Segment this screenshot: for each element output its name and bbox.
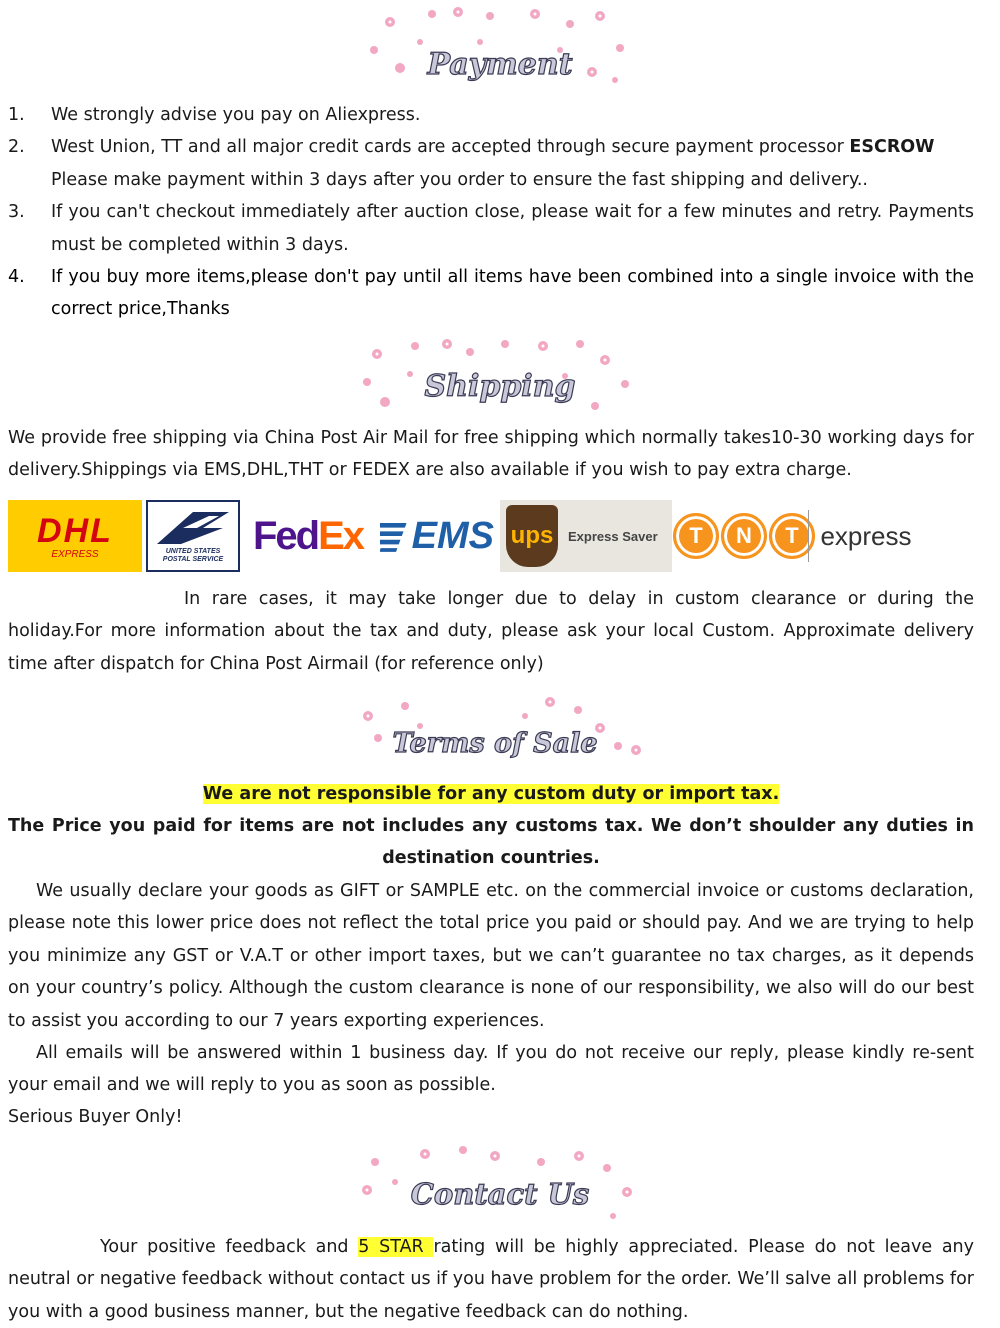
shipping-banner-title: Shipping xyxy=(424,369,576,404)
ems-stripes-icon xyxy=(380,518,412,554)
usps-logo xyxy=(146,500,240,572)
payment-item-number: 1. xyxy=(8,105,25,125)
payment-banner xyxy=(0,2,1000,92)
fedex-logo-ex: Ex xyxy=(318,513,364,558)
shipping-banner-art xyxy=(355,332,645,422)
serious-buyer-note: Serious Buyer Only! xyxy=(8,1107,183,1127)
payment-item xyxy=(8,131,974,196)
payment-item-number: 4. xyxy=(8,267,25,288)
email-paragraph: All emails will be answered within 1 business day. If you do not receive our reply, please kindly re-sent your email and we will reply to you as soon as possible. xyxy=(8,1043,974,1096)
payment-section xyxy=(8,99,974,326)
shipping-intro: We provide free shipping via China Post Air Mail for free shipping which normally takes10-30 working days for delivery.Shippings via EMS,DHL,THT or FEDEX are also available if you wish to pay extra charge. xyxy=(8,428,974,481)
contact-banner-art xyxy=(355,1140,645,1230)
contact-text-pre: Your positive feedback and xyxy=(100,1237,359,1257)
payment-item xyxy=(8,196,974,261)
customs-tax-notice: The Price you paid for items are not includes any customs tax. We don’t shoulder any duties in destination countries. xyxy=(8,816,974,869)
ems-logo-text: EMS xyxy=(411,514,494,557)
contact-banner xyxy=(0,1140,1000,1230)
courier-logos xyxy=(8,500,978,572)
payment-item-text: West Union, TT and all major credit cards are accepted through secure payment processor xyxy=(51,137,850,158)
tnt-letter: T xyxy=(673,513,719,559)
tnt-logo xyxy=(678,500,810,572)
usps-logo-line2: POSTAL SERVICE xyxy=(162,556,224,563)
payment-banner-title: Payment xyxy=(427,47,573,82)
payment-item-text: We strongly advise you pay on Aliexpress. xyxy=(51,105,421,125)
shipping-banner xyxy=(0,332,1000,422)
contact-paragraph xyxy=(8,1231,974,1328)
payment-item-text-line2: Please make payment within 3 days after you order to ensure the fast shipping and delivery.. xyxy=(51,169,868,190)
tnt-letter: T xyxy=(769,513,815,559)
no-responsibility-notice: We are not responsible for any custom duty or import tax. xyxy=(202,784,780,804)
ups-caption: Express Saver xyxy=(568,528,658,544)
dhl-logo xyxy=(8,500,142,572)
contact-text-post: rating will be highly appreciated. Please do not leave any neutral or negative feedback without contact us if you have problem for the order. We’ll salve all problems for you with a good business manner, but the negative feedback can do nothing. xyxy=(8,1237,974,1322)
terms-highlight-line xyxy=(8,778,974,810)
escrow-label: ESCROW xyxy=(849,137,935,158)
declaration-paragraph: We usually declare your goods as GIFT or SAMPLE etc. on the commercial invoice or customs declaration, please note this lower price does not reflect the total price you paid or should pay. And we are trying to help you minimize any GST or V.A.T or other import taxes, but we can’t guarantee no tax charges, as it depends on your country’s policy. Although the custom clearance is none of our responsibility, we also will do our best to assist you according to our 7 years exporting experiences. xyxy=(8,881,974,1031)
payment-item xyxy=(8,99,974,131)
fedex-logo-fed: Fed xyxy=(252,513,319,558)
five-star-highlight: 5 STAR xyxy=(358,1237,434,1257)
ems-logo xyxy=(380,500,494,572)
payment-item-number: 3. xyxy=(8,202,25,223)
usps-logo-line1: UNITED STATES xyxy=(165,548,221,555)
payment-item-number: 2. xyxy=(8,137,25,158)
fedex-logo xyxy=(246,500,370,572)
ups-logo-text: ups xyxy=(510,522,554,549)
terms-banner-art xyxy=(350,688,650,778)
dhl-logo-text: DHL xyxy=(37,511,113,550)
shipping-note: In rare cases, it may take longer due to delay in custom clearance or during the holiday.For more information about the tax and duty, please ask your local Custom. Approximate delivery time after dispatch for China Post Airmail (for reference only) xyxy=(8,589,974,674)
payment-item-text: If you can't checkout immediately after auction close, please wait for a few minutes and retry. Payments must be completed within 3 days. xyxy=(51,202,974,255)
contact-banner-title: Contact Us xyxy=(410,1177,590,1211)
payment-item xyxy=(8,261,974,326)
tnt-letter: N xyxy=(721,513,767,559)
logo-divider xyxy=(808,510,809,562)
payment-list xyxy=(8,99,974,326)
terms-banner-title: Terms of Sale xyxy=(392,728,598,759)
ups-shield-icon xyxy=(506,505,558,567)
payment-banner-art xyxy=(360,2,640,92)
payment-item-text: If you buy more items,please don't pay until all items have been combined into a single invoice with the correct price,Thanks xyxy=(51,267,974,320)
dhl-logo-subtext: EXPRESS xyxy=(51,548,99,560)
tnt-caption-text: express xyxy=(820,520,912,551)
ups-logo xyxy=(500,500,672,572)
usps-eagle-icon xyxy=(153,508,233,548)
tnt-express-caption xyxy=(816,500,916,572)
terms-banner xyxy=(0,688,1000,778)
